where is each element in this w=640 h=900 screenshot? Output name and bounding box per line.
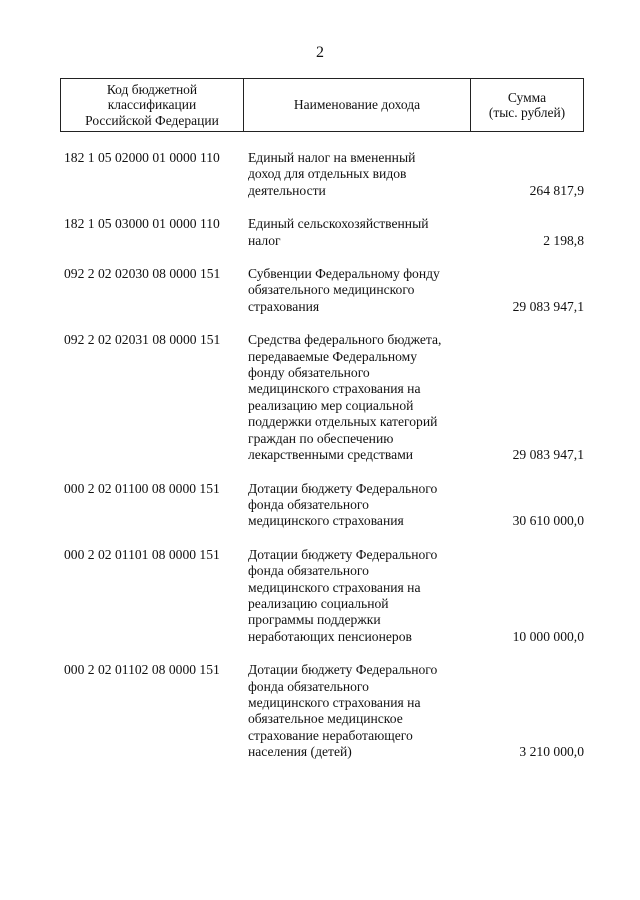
budget-code: 000 2 02 01101 08 0000 151 (64, 546, 220, 562)
income-name: Единый налог на вмененный доход для отдельных видов деятельности (248, 150, 416, 198)
table-header (60, 78, 584, 132)
table-row (0, 481, 640, 530)
table-row (0, 216, 640, 249)
amount-value: 10 000 000,0 (512, 628, 584, 644)
amount-value: 3 210 000,0 (519, 744, 584, 760)
header-code-cell (61, 79, 243, 131)
budget-code: 182 1 05 02000 01 0000 110 (64, 150, 220, 165)
header-name-cell (244, 79, 470, 131)
budget-code: 182 1 05 03000 01 0000 110 (64, 216, 220, 232)
income-name: Единый сельскохозяйственный налог (248, 216, 429, 248)
table-row (0, 150, 640, 199)
income-name: Средства федерального бюджета, передаваемые Федеральному фонду обязательного медицинского страхования на реализацию мер социальной поддержки отдельных категорий граждан по обеспечению лекарственными средствами (248, 332, 442, 463)
table-row (0, 332, 640, 463)
income-name: Субвенции Федеральному фонду обязательного медицинского страхования (248, 266, 440, 314)
header-code-label: Код бюджетной классификации Российской Федерации (85, 81, 219, 128)
amount-value: 2 198,8 (543, 232, 584, 248)
amount-value: 30 610 000,0 (512, 513, 584, 529)
header-name-label: Наименование дохода (293, 97, 421, 113)
amount-value: 29 083 947,1 (512, 298, 584, 314)
amount-value: 29 083 947,1 (512, 447, 584, 463)
table-body (0, 150, 640, 761)
page-number: 2 (316, 44, 324, 61)
table-row (0, 662, 640, 760)
income-name: Дотации бюджету Федерального фонда обязательного медицинского страхования на обязательное медицинское страхование неработающего населения (детей) (248, 662, 438, 760)
table-row (0, 266, 640, 315)
income-name: Дотации бюджету Федерального фонда обязательного медицинского страхования (248, 480, 438, 529)
header-sum-label: Сумма (тыс. рублей) (488, 89, 566, 120)
budget-code: 000 2 02 01100 08 0000 151 (64, 480, 220, 496)
budget-code: 092 2 02 02030 08 0000 151 (64, 266, 221, 282)
amount-value: 264 817,9 (529, 182, 584, 198)
header-sum-cell (471, 79, 583, 131)
budget-code: 000 2 02 01102 08 0000 151 (64, 662, 220, 678)
income-name: Дотации бюджету Федерального фонда обязательного медицинского страхования на реализацию социальной программы поддержки неработающих пенсионеров (248, 546, 438, 644)
budget-code: 092 2 02 02031 08 0000 151 (64, 332, 221, 348)
table-row (0, 547, 640, 645)
